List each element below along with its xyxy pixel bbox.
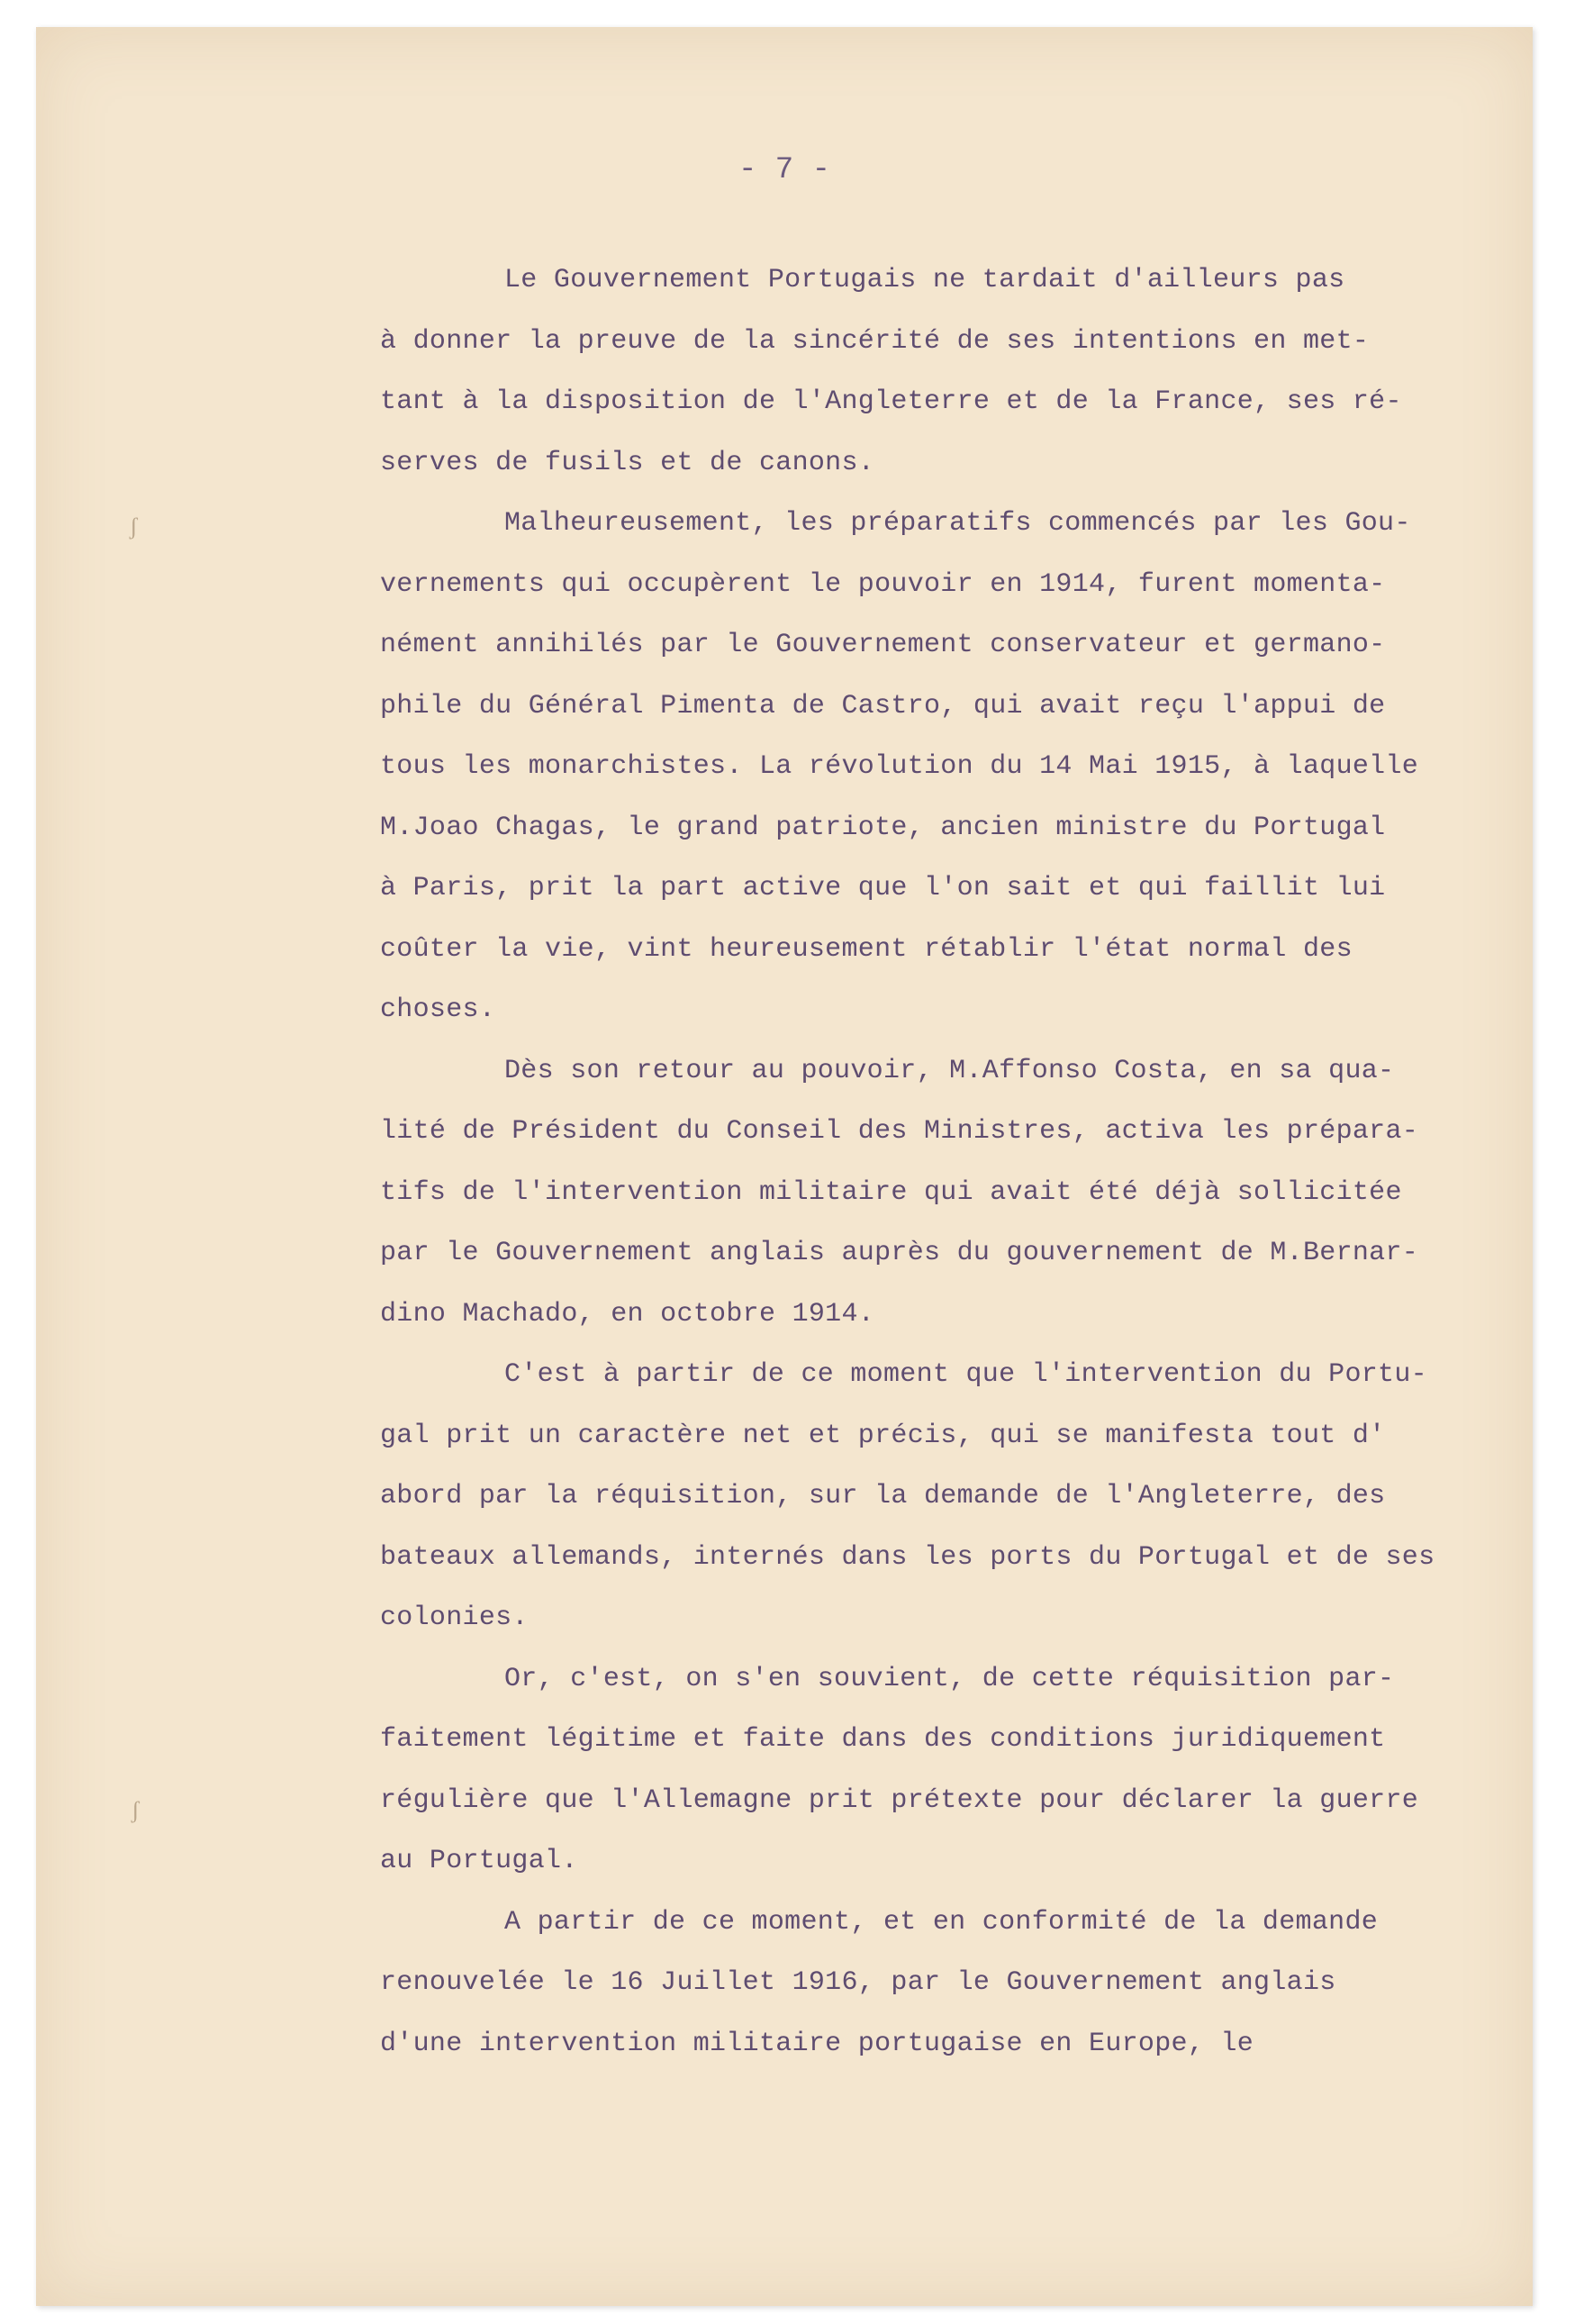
text-line: d'une intervention militaire portugaise en Europe, le (380, 2028, 1254, 2059)
text-line: à donner la preuve de la sincérité de ses intentions en met- (380, 325, 1370, 357)
text-line: régulière que l'Allemagne prit prétexte pour déclarer la guerre (380, 1784, 1419, 1816)
text-line: M.Joao Chagas, le grand patriote, ancien ministre du Portugal (380, 812, 1386, 843)
page-number: - 7 - (738, 153, 831, 187)
text-line: bateaux allemands, internés dans les ports du Portugal et de ses (380, 1541, 1435, 1573)
text-line: phile du Général Pimenta de Castro, qui avait reçu l'appui de (380, 690, 1386, 722)
text-line: renouvelée le 16 Juillet 1916, par le Gouvernement anglais (380, 1967, 1336, 1998)
text-line: tous les monarchistes. La révolution du 14 Mai 1915, à laquelle (380, 751, 1419, 782)
text-line: A partir de ce moment, et en conformité de la demande (504, 1906, 1379, 1938)
text-line: Le Gouvernement Portugais ne tardait d'ailleurs pas (504, 265, 1345, 295)
text-line: Dès son retour au pouvoir, M.Affonso Costa, en sa qua- (504, 1055, 1395, 1086)
text-line: tant à la disposition de l'Angleterre et de la France, ses ré- (380, 386, 1402, 417)
text-line: lité de Président du Conseil des Ministres, activa les prépara- (380, 1116, 1419, 1147)
paper-mark: ʃ (131, 1797, 140, 1823)
text-line: dino Machado, en octobre 1914. (380, 1298, 875, 1330)
text-line: serves de fusils et de canons. (380, 447, 875, 478)
text-line: vernements qui occupèrent le pouvoir en 1914, furent momenta- (380, 568, 1386, 600)
text-line: faitement légitime et faite dans des conditions juridiquement (380, 1724, 1386, 1755)
text-line: tifs de l'intervention militaire qui avait été déjà sollicitée (380, 1176, 1402, 1208)
text-line: par le Gouvernement anglais auprès du gouvernement de M.Bernar- (380, 1238, 1419, 1268)
text-line: au Portugal. (380, 1846, 578, 1876)
text-line: C'est à partir de ce moment que l'intervention du Portu- (504, 1359, 1427, 1390)
text-line: Malheureusement, les préparatifs commencés par les Gou- (504, 508, 1411, 539)
text-line: nément annihilés par le Gouvernement conservateur et germano- (380, 630, 1386, 660)
body-text (380, 250, 1551, 2074)
text-line: Or, c'est, on s'en souvient, de cette réquisition par- (504, 1663, 1395, 1694)
text-line: coûter la vie, vint heureusement rétablir l'état normal des (380, 933, 1353, 965)
text-line: choses. (380, 994, 496, 1025)
text-line: gal prit un caractère net et précis, qui se manifesta tout d' (380, 1420, 1386, 1451)
paper-mark: ʃ (130, 513, 138, 540)
document-page (36, 27, 1533, 2306)
text-line: à Paris, prit la part active que l'on sait et qui faillit lui (380, 873, 1386, 903)
text-line: abord par la réquisition, sur la demande de l'Angleterre, des (380, 1481, 1386, 1512)
text-line: colonies. (380, 1602, 529, 1633)
